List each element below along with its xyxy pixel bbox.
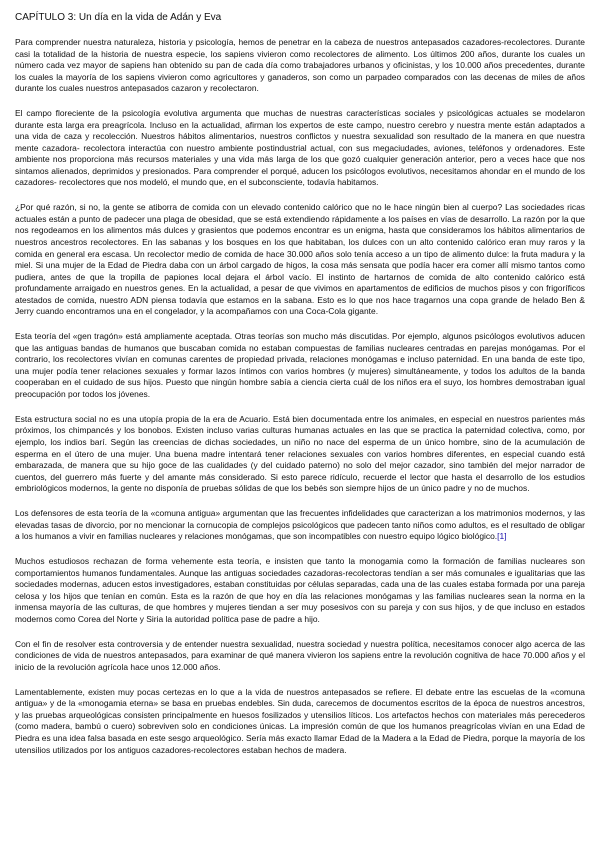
paragraph-8: Con el fin de resolver esta controversia y de entender nuestra sexualidad, nuestra sociedad y nuestra política, necesitamos conocer algo acerca de las condiciones de vida de nuestros antepasados, para examinar de qué manera vivieron los sapiens entre la revolución cognitiva de hace 70.000 años y el inicio de la revolución agrícola hace unos 12.000 años. — [15, 638, 585, 672]
paragraph-6 — [15, 508, 585, 543]
paragraph-9: Lamentablemente, existen muy pocas certezas en lo que a la vida de nuestros antepasados se refiere. El debate entre las escuelas de la «comuna antigua» y de la «monogamia eterna» se basa en pruebas endebles. Sin duda, carecemos de documentos escritos de la época de nuestros ancestros, y las pruebas arqueológicas consisten principalmente en huesos fosilizados y utensilios líticos. Los artefactos hechos con materiales más perecederos (como madera, bambú o cuero) sobreviven solo en condiciones únicas. La impresión común de que los humanos preagrícolas vivían en una Edad de Piedra es una idea falsa basada en este sesgo arqueológico. Sería más exacto llamar Edad de la Madera a la Edad de Piedra, porque la mayoría de los utensilios utilizados por los antiguos cazadores-recolectores estaban hechos de madera. — [15, 686, 585, 755]
paragraph-4: Esta teoría del «gen tragón» está ampliamente aceptada. Otras teorías son mucho más discutidas. Por ejemplo, algunos psicólogos evolutivos aducen que las antiguas bandas de humanos que buscaban comida no estaban compuestas de familias nucleares centradas en parejas monógamas. Por el contrario, los recolectores vivían en comunas carentes de propiedad privada, relaciones monógamas e incluso paternidad. En una banda de este tipo, una mujer podía tener relaciones sexuales y formar lazos íntimos con varios hombres (y mujeres) simultáneamente, y todos los adultos de la banda cooperaban en el cuidado de sus hijos. Puesto que ningún hombre sabía a ciencia cierta cuál de los niños era el suyo, los hombres demostraban igual preocupación por todos los jóvenes. — [15, 331, 585, 399]
paragraph-5: Esta estructura social no es una utopía propia de la era de Acuario. Está bien documentada entre los animales, en especial en nuestros parientes más próximos, los chimpancés y los bonobos. Existen incluso varias culturas humanas actuales en las que se practica la paternidad colectiva, como, por ejemplo, los indios barí. Según las creencias de dichas sociedades, un niño no nace del esperma de un único hombre, sino de la acumulación de esperma en el útero de una mujer. Una buena madre intentará tener relaciones sexuales con varios hombres diferentes, en especial cuando está embarazada, de manera que su hijo goce de las cualidades (y del cuidado paterno) no solo del mejor cazador, sino también del mejor narrador de cuentos, del guerrero más fuerte y del amante más considerado. Si esto parece ridículo, recuerde el lector que hasta el desarrollo de los estudios embriológicos modernos, la gente no disponía de pruebas sólidas de que los bebés son siempre hijos de un único padre y no de muchos. — [15, 413, 585, 494]
paragraph-6-text: Los defensores de esta teoría de la «comuna antigua» argumentan que las frecuentes infidelidades que caracterizan a los matrimonios modernos, y las elevadas tasas de divorcio, por no mencionar la cornucopia de complejos psicológicos que padecen tanto niños como adultos, es el resultado de obligar a los humanos a vivir en familias nucleares y relaciones monógamas, que son incompatibles con nuestro equipo lógico biológico. — [15, 508, 585, 542]
paragraph-2: El campo floreciente de la psicología evolutiva argumenta que muchas de nuestras características sociales y psicológicas actuales se modelaron durante esta larga era preagrícola. Incluso en la actualidad, afirman los expertos de este campo, nuestro cerebro y nuestra mente están adaptados a una vida de caza y recolección. Nuestros hábitos alimentarios, nuestros conflictos y nuestra sexualidad son resultado de la manera en que nuestra mente cazadora- recolectora interactúa con nuestro ambiente postindustrial actual, con sus megaciudades, aviones, teléfonos y ordenadores. Este ambiente nos proporciona más recursos materiales y una vida más larga de los que gozó cualquier generación anterior, pero a veces hace que nos sintamos alienados, deprimidos y presionados. Para comprender el porqué, aducen los psicólogos evolutivos, necesitamos ahondar en el mundo de los cazadores- recolectores que nos modeló, el mundo que, en el subconsciente, todavía habitamos. — [15, 108, 585, 188]
footnote-link[interactable]: [1] — [497, 531, 507, 542]
chapter-title: CAPÍTULO 3: Un día en la vida de Adán y Eva — [15, 12, 222, 23]
paragraph-1: Para comprender nuestra naturaleza, historia y psicología, hemos de penetrar en la cabeza de nuestros antepasados cazadores-recolectores. Durante casi la totalidad de la historia de nuestra especie, los sapiens vivieron como recolectores de alimento. Los últimos 200 años, durante los cuales un número cada vez mayor de sapiens han obtenido su pan de cada día como trabajadores urbanos y oficinistas, y los 10.000 años precedentes, durante los cuales la mayoría de los sapiens vivieron como agricultores y ganaderos, son como un parpadeo comparados con las decenas de miles de años durante los cuales nuestros antepasados cazaron y recolectaron. — [15, 37, 585, 94]
paragraph-7: Muchos estudiosos rechazan de forma vehemente esta teoría, e insisten que tanto la monogamia como la formación de familias nucleares son comportamientos humanos fundamentales. Aunque las antiguas sociedades cazadoras-recolectoras tendían a ser más comunales e igualitarias que las sociedades modernas, aducen estos investigadores, estaban constituidas por células separadas, cada una de las cuales estaba formada por una pareja celosa y los hijos que tenían en común. Esta es la razón de que hoy en día las relaciones monógamas y las familias nucleares sean la norma en la inmensa mayoría de las culturas, de que hombres y mujeres tiendan a ser muy posesivos con su pareja y con sus hijos, y de que incluso en estados modernos como Corea del Norte y Siria la autoridad política pase de padre a hijo. — [15, 556, 585, 624]
paragraph-3: ¿Por qué razón, si no, la gente se atiborra de comida con un elevado contenido calórico que no le hace ningún bien al cuerpo? Las sociedades ricas actuales están a punto de padecer una plaga de obesidad, que se está extendiendo rápidamente a los países en vías de desarrollo. La razón por la que nos regodeamos en los alimentos más dulces y grasientos que podemos encontrar es un enigma, hasta que consideramos los hábitos alimentarios de nuestros ancestros recolectores. En las sabanas y los bosques en los que habitaban, los dulces con un alto contenido calórico eran muy raros y la comida en general era escasa. Un recolector medio de comida de hace 30.000 años solo tenía acceso a un tipo de alimento dulce: la fruta madura y la miel. Si una mujer de la Edad de Piedra daba con un árbol cargado de higos, la cosa más sensata que podía hacer era comer allí mismo tantos como pudiera, antes de que la tropilla de papiones local dejara el árbol vacío. El instinto de hartarnos de comida de alto contenido calórico está profundamente arraigado en nuestros genes. En la actualidad, a pesar de que vivimos en apartamentos de edificios de muchos pisos y con frigoríficos atestados de comida, nuestro ADN piensa todavía que estamos en la sabana. Esto es lo que nos hace tragarnos una copa grande de helado Ben & Jerry cuando encontramos una en el congelador, y la acompañamos con una Coca-Cola gigante. — [15, 202, 585, 317]
document-page — [15, 12, 585, 770]
